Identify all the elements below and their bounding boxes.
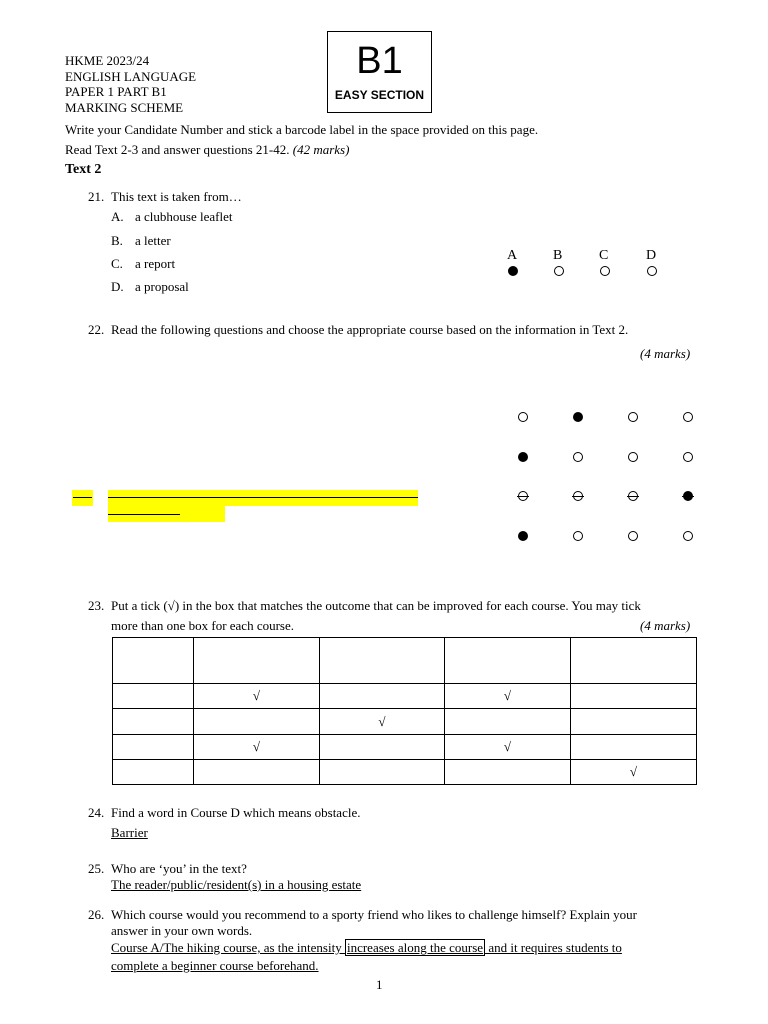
q21-option-a bbox=[111, 209, 232, 225]
q21-option-a-text: a clubhouse leaflet bbox=[135, 209, 233, 224]
table-cell bbox=[113, 684, 194, 709]
q21-option-c-letter: C. bbox=[111, 256, 123, 271]
q21-option-b-text: a letter bbox=[135, 233, 171, 248]
q21-answer-letter-b: B bbox=[553, 248, 563, 263]
blank-line-1 bbox=[108, 497, 418, 498]
q22-text: Read the following questions and choose the appropriate course based on the information in Text 2. bbox=[111, 322, 629, 337]
badge-code: B1 bbox=[356, 40, 403, 82]
table-cell bbox=[571, 735, 697, 760]
table-cell: √ bbox=[194, 684, 320, 709]
q21-option-b-letter: B. bbox=[111, 233, 123, 248]
q26-answer-line2: complete a beginner course beforehand. bbox=[111, 958, 319, 973]
section-badge bbox=[327, 31, 432, 113]
q22-bubble-row2-col2 bbox=[573, 452, 583, 462]
blank-line-number bbox=[73, 497, 92, 498]
q23-marks: (4 marks) bbox=[640, 618, 691, 633]
q25-text: Who are ‘you’ in the text? bbox=[111, 861, 247, 876]
q22-bubble-row4-col2 bbox=[573, 531, 583, 541]
q26-text-line2: answer in your own words. bbox=[111, 923, 253, 938]
q21-number: 21. bbox=[88, 189, 105, 204]
table-cell bbox=[571, 684, 697, 709]
q26-answer-boxed: increases along the course bbox=[346, 940, 484, 955]
section-title: Text 2 bbox=[65, 162, 102, 177]
q21-answer-letter-a: A bbox=[507, 248, 518, 263]
paper-header bbox=[65, 53, 196, 115]
q21-bubble-a bbox=[508, 266, 518, 276]
q26-answer-line1 bbox=[111, 940, 622, 956]
table-cell: √ bbox=[194, 735, 320, 760]
q22-bubble-row2-col1 bbox=[518, 452, 528, 462]
q22-bubble-row4-col3 bbox=[628, 531, 638, 541]
q24-text: Find a word in Course D which means obstacle. bbox=[111, 805, 361, 820]
q22-bubble-row1-col3 bbox=[628, 412, 638, 422]
q21-option-a-letter: A. bbox=[111, 209, 124, 224]
q26-answer-part1: Course A/The hiking course, as the intensity bbox=[111, 940, 345, 955]
q23-tick-table bbox=[112, 637, 697, 785]
q26-text-line1: Which course would you recommend to a sporty friend who likes to challenge himself? Explain your bbox=[111, 907, 637, 922]
table-row bbox=[113, 735, 697, 760]
header-exam: HKME 2023/24 bbox=[65, 53, 150, 68]
header-paper: PAPER 1 PART B1 bbox=[65, 84, 167, 99]
q22-bubble-row3-col4 bbox=[683, 491, 693, 501]
table-cell: √ bbox=[445, 735, 571, 760]
highlight-blank-number bbox=[72, 490, 93, 506]
q21-option-d bbox=[111, 279, 189, 295]
table-row bbox=[113, 709, 697, 735]
table-cell bbox=[113, 760, 194, 785]
q26-answer-part2: and it requires students to bbox=[485, 940, 622, 955]
q21-option-c-text: a report bbox=[135, 256, 176, 271]
q21-answer-letter-d: D bbox=[646, 248, 657, 263]
table-cell bbox=[320, 760, 445, 785]
q21-bubble-c bbox=[600, 266, 610, 276]
table-header-cell bbox=[320, 638, 445, 684]
table-header-cell bbox=[445, 638, 571, 684]
instruction-marks: (42 marks) bbox=[292, 142, 350, 157]
q22-bubble-row2-col3 bbox=[628, 452, 638, 462]
q25-answer: The reader/public/resident(s) in a housing estate bbox=[111, 877, 362, 892]
table-cell: √ bbox=[320, 709, 445, 735]
table-cell bbox=[320, 735, 445, 760]
table-cell bbox=[113, 735, 194, 760]
table-header-cell bbox=[571, 638, 697, 684]
table-cell bbox=[445, 760, 571, 785]
table-cell: √ bbox=[445, 684, 571, 709]
table-header-row bbox=[113, 638, 697, 684]
instruction-read bbox=[65, 142, 349, 158]
q22-bubble-row3-col2 bbox=[573, 491, 583, 501]
blank-line-2 bbox=[108, 514, 180, 515]
header-title: MARKING SCHEME bbox=[65, 99, 184, 115]
q26-number: 26. bbox=[88, 907, 105, 922]
table-header-cell bbox=[194, 638, 320, 684]
q21-answer-letter-c: C bbox=[599, 248, 609, 263]
q21-option-c bbox=[111, 256, 175, 272]
q22-bubble-row3-col3 bbox=[628, 491, 638, 501]
q22-bubble-row1-col4 bbox=[683, 412, 693, 422]
q23-text-line1: Put a tick (√) in the box that matches the outcome that can be improved for each course. You may tick bbox=[111, 598, 641, 613]
table-row bbox=[113, 684, 697, 709]
highlight-blank-line bbox=[108, 490, 418, 506]
q22-bubble-row1-col1 bbox=[518, 412, 528, 422]
q23-number: 23. bbox=[88, 598, 105, 613]
table-cell bbox=[320, 684, 445, 709]
instruction-candidate: Write your Candidate Number and stick a barcode label in the space provided on this page. bbox=[65, 122, 539, 137]
q21-text: This text is taken from… bbox=[111, 189, 242, 204]
table-cell: √ bbox=[571, 760, 697, 785]
instruction-read-text: Read Text 2-3 and answer questions 21-42. bbox=[65, 142, 290, 157]
table-cell bbox=[445, 709, 571, 735]
q21-bubble-d bbox=[647, 266, 657, 276]
q22-bubble-row2-col4 bbox=[683, 452, 693, 462]
q22-bubble-row4-col4 bbox=[683, 531, 693, 541]
q21-option-d-letter: D. bbox=[111, 279, 124, 294]
q24-number: 24. bbox=[88, 805, 105, 820]
q23-text-line2: more than one box for each course. bbox=[111, 618, 295, 633]
table-cell bbox=[571, 709, 697, 735]
q22-bubble-row3-col1 bbox=[518, 491, 528, 501]
table-cell bbox=[194, 760, 320, 785]
badge-label: EASY SECTION bbox=[334, 88, 425, 102]
table-cell bbox=[194, 709, 320, 735]
q25-number: 25. bbox=[88, 861, 105, 876]
table-row bbox=[113, 760, 697, 785]
table-cell bbox=[113, 709, 194, 735]
page-number: 1 bbox=[376, 977, 383, 992]
table-header-cell bbox=[113, 638, 194, 684]
q22-number: 22. bbox=[88, 322, 105, 337]
q24-answer: Barrier bbox=[111, 825, 148, 840]
q22-marks: (4 marks) bbox=[640, 346, 691, 361]
header-subject: ENGLISH LANGUAGE bbox=[65, 68, 197, 84]
q21-option-b bbox=[111, 233, 171, 249]
q22-bubble-row1-col2 bbox=[573, 412, 583, 422]
q21-option-d-text: a proposal bbox=[135, 279, 189, 294]
q21-bubble-b bbox=[554, 266, 564, 276]
q22-bubble-row4-col1 bbox=[518, 531, 528, 541]
